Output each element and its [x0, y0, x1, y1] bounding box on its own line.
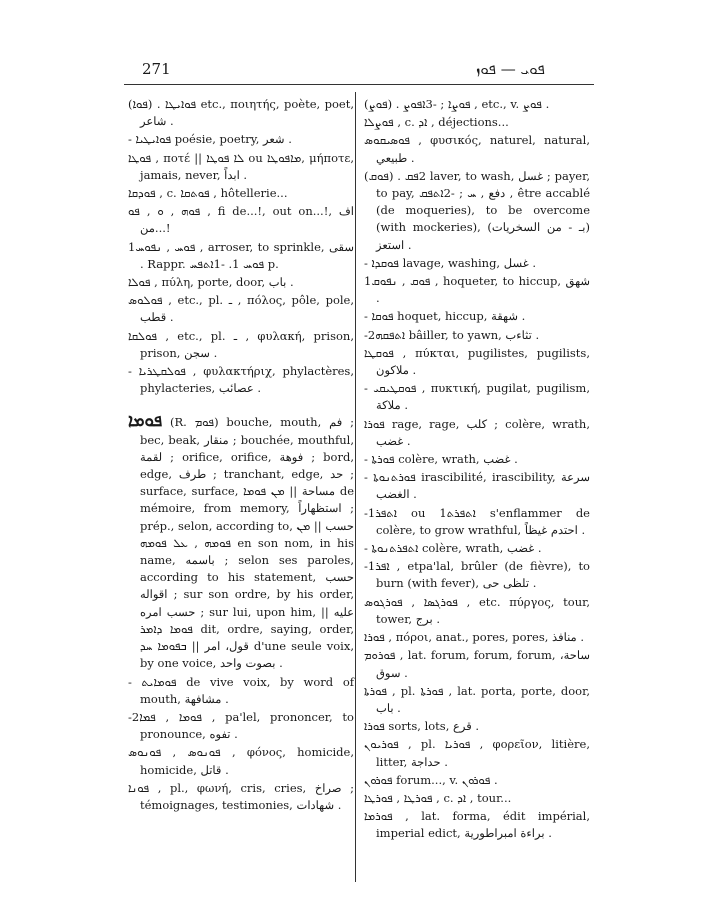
- dictionary-entry: ܦܘܩܛܐ , πύκται, pugilistes, pugilists, ملاكون .: [364, 345, 590, 378]
- dictionary-entry: (ܦܘܩ) . 2ܦܩ laver, to wash, غسل ; payer, to pay, دفع , ܚ ; -2ܐܬܦܩ , être accablé (de moqueries), to be overcome (with mockeries), (بـ - من السخريات) استعز .: [364, 168, 591, 252]
- dictionary-entry: ܦܘܪܘܢ forum..., v. ܦܘܪܘܢ .: [364, 772, 498, 787]
- dictionary-entry: (ܦܘܐ) . ܦܘܐܝܛܐ etc., ποιητής, poète, poet, شاعر .: [128, 97, 354, 129]
- dictionary-entry: ܦܘܪܐ rage, rage, كلب ; colère, wrath, غضب .: [364, 416, 590, 448]
- main-entry-text: (R. ܦܘܡ) bouche, mouth, فم ; bec, beak, منقار ; bouchée, mouthful, لقمة ; orifice, orifice, فوهة ; bord, edge, طرف ; tranchant, edge, حد ; surface, surface, مساحة || ܡܢ ܦܘܡܐ de mémoire, from memory, استظهاراً ; prép., selon, according to, حسب || ܡܢ ܦܘܡܗ , ܥܠ ܦܘܡܗ en son nom, in his name, باسمه ; selon ses paroles, according to his statement, حسب اقواله ; sur son ordre, by his order, حسب امره ; sur lui, upon him, عليه || ܦܘܡܐ ܕܐܡܪ dit, ordre, saying, order, قول، امر || ܒܦܘܡܐ ܚܕ d'une seule voix, by one voice, بصوت واحد .: [140, 415, 355, 671]
- header-rule: [124, 84, 594, 85]
- dictionary-entry: - ܦܘܩܐ hoquet, hiccup, شهقة .: [364, 309, 526, 324]
- dictionary-entry: - ܦܘܩܛܝܩܝ , πυκτική, pugilat, pugilism, ملاكة .: [364, 381, 590, 413]
- dictionary-entry: ܦܘܪܝܘܢ , pl. ܦܘܪܝܐ , φορεῖον, litière, litter, حداجة .: [364, 737, 590, 769]
- dictionary-entry: - ܦܘܠܩܛܪܝܐ , φυλακτήριχ, phylactères, phylacteries, عصائب .: [128, 364, 354, 396]
- dictionary-entry: ܦܘܪܘܡ , lat. forum, forum, forum, ساحة، سوق .: [364, 648, 590, 680]
- dictionary-entry: - ܦܘܩܕܐ lavage, washing, غسل .: [364, 255, 537, 270]
- dictionary-entry: ܦܘܛܐ , ποτέ || ܠܐ ܦܘܛܐ ou ܡܐܦܘܛܐ, μήποτε, jamais, never, ابداً .: [128, 150, 354, 182]
- dictionary-entry: (ܦܘܨ) . ܦܘܨܐ ; -3ܐܦܘܨ , etc., v. ܦܘܨ .: [364, 97, 550, 111]
- column-rule: [355, 92, 356, 882]
- dictionary-entry: - ܦܘܐܝܛܝܐ poésie, poetry, شعر .: [128, 132, 292, 147]
- dictionary-entry: ܦܘܢܐ , pl., φωνή, cris, cries, صراخ ; témoignages, testimonies, شهادات .: [128, 780, 355, 812]
- dictionary-entry: ܦܘܠܩܐ , etc., pl. ـ , φυλακή, prison, prison, سجن .: [128, 328, 354, 360]
- dictionary-entry: ܦܘܢܘܣ , ܦܘܢܘܣ , φόνος, homicide, homicide, قاتل .: [128, 745, 355, 777]
- dictionary-entry: ܦܘܨܠܐ , c. ܐܕ , déjections...: [364, 115, 509, 130]
- dictionary-entry: ܦܘܪܛܐ , ܦܘܪܛܐ , c. ܐܕ , tour...: [364, 790, 512, 805]
- dictionary-entry: - ܦܘܪܬܐ colère, wrath, غضب .: [364, 452, 518, 467]
- dictionary-entry: -2ܦܘܡܐ , ܦܡܐ , pa'lel, prononcer, to pronounce, تفوه .: [128, 709, 354, 742]
- main-entry: [128, 413, 354, 672]
- dictionary-entry: 1ܦܘܩ , ܢܦܘܩ , hoqueter, to hiccup, شهق .: [364, 274, 591, 306]
- dictionary-entry: ܦܘܣܝܩܘܣ , φυσικός, naturel, natural, طبيعي .: [364, 133, 590, 165]
- dictionary-entry: ܦܘܠܐ , πύλη, porte, door, باب .: [128, 275, 294, 290]
- dictionary-entry: -2ܐܬܦܩܗ bâiller, to yawn, تثاءب .: [364, 327, 540, 342]
- dictionary-entry: ܦܘܪܓܣܐ , ܦܘܪܓܘܣ , etc. πύργος, tour, tower, برج .: [364, 594, 590, 626]
- dictionary-entry: ܦܘܪܐ sorts, lots, قرع .: [364, 719, 480, 734]
- dictionary-entry: ܦܘܗ , ܘ , ܦܘ , fi de...!, out on...!, اف من...!: [128, 204, 354, 236]
- dictionary-entry: -1ܐܬܦܪ ou 1ܐܬܦܪܬ s'enflammer de colère, to grow wrathful, احتدم غيظاً .: [364, 505, 590, 537]
- dictionary-entry: - ܦܘܡܐܝܬ de vive voix, by word of mouth, مشافهة .: [128, 674, 355, 706]
- left-column: [128, 96, 354, 815]
- dictionary-entry: - ܐܬܦܪܬܢܘܬܐ colère, wrath, غضب .: [364, 541, 542, 556]
- dictionary-entry: ܦܘܕܩܐ , c. ܦܘܬܩܐ , hôtellerie...: [128, 186, 288, 201]
- right-column: [364, 96, 590, 844]
- main-headword: ܦܘܡܐ: [128, 411, 163, 432]
- dictionary-entry: ܦܘܪܬܐ , pl. ܦܘܪܬܐ , lat. porta, porte, door, باب .: [364, 683, 590, 715]
- dictionary-entry: -1ܐܦܪ , etpa'lal, brûler (de fièvre), to burn (with fever), تلظى حى .: [364, 559, 590, 591]
- dictionary-entry: ܦܘܪܡܐ , lat. forma, édit impérial, imperial edict, براءة امبراطورية .: [364, 809, 590, 841]
- dictionary-entry: 1ܦܘܚ , ܢܦܘܚ , arroser, to sprinkle, سقى . Rappr. ܦܘܚ 1. -1ܐܬܦܚ p.: [128, 239, 354, 271]
- running-head: ܦܘܝ — ܦܘܙ: [476, 60, 545, 78]
- dictionary-entry: ܦܘܪܐ , πόροι, anat., pores, pores, منافذ .: [364, 630, 585, 645]
- dictionary-entry: ܦܘܠܘܣ , etc., pl. ـ , πόλος, pôle, pole, قطب .: [128, 293, 355, 325]
- page-number: 271: [142, 60, 171, 78]
- dictionary-entry: - ܦܘܪܬܢܘܬܐ irascibilité, irascibility, سرعة الغضب .: [364, 470, 590, 502]
